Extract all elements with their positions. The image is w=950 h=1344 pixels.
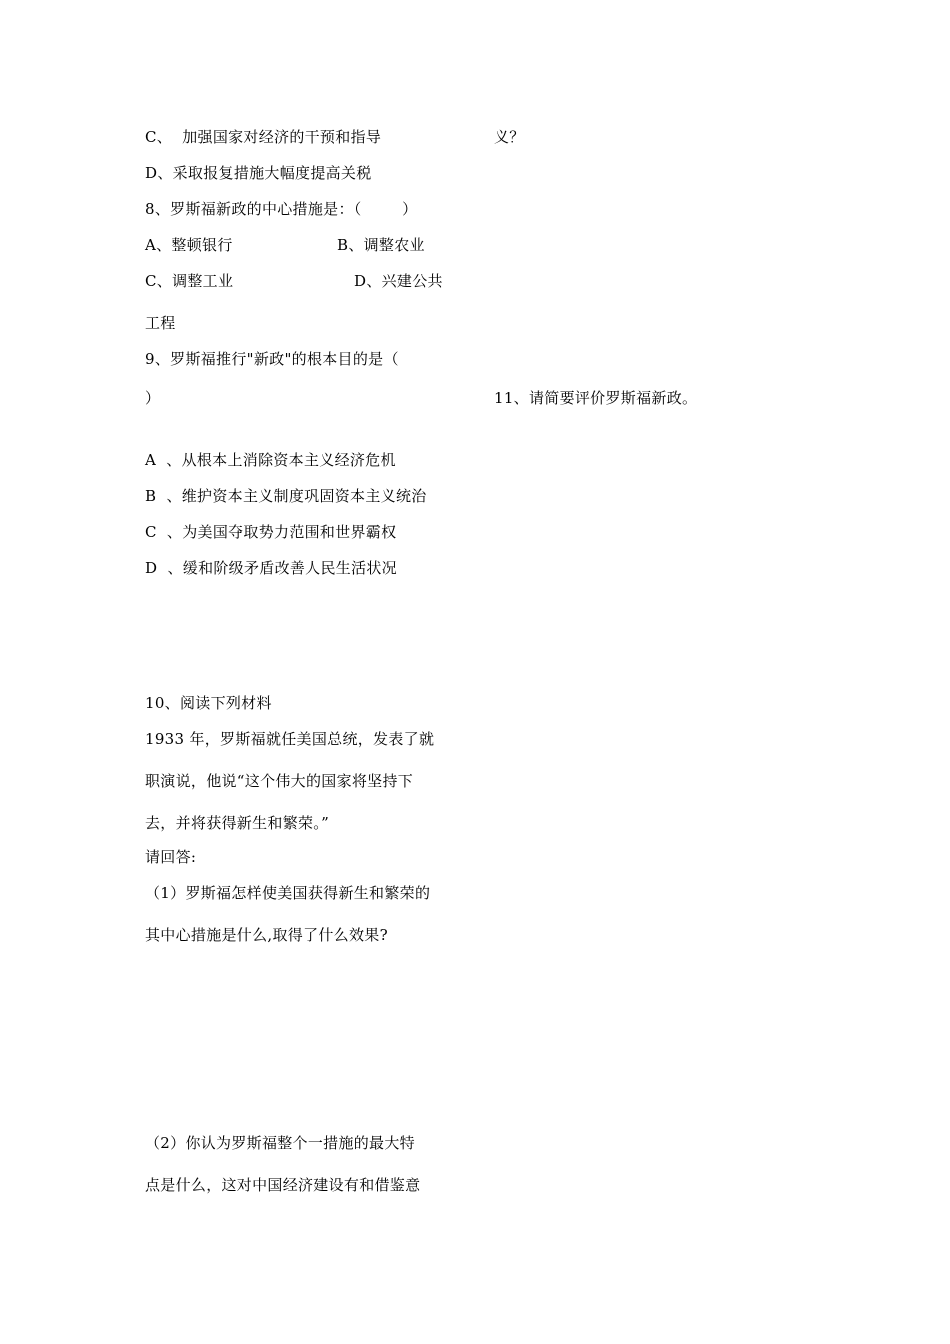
q10-title: 10、阅读下列材料 bbox=[145, 694, 272, 712]
q10-sub1-line-1: （1）罗斯福怎样使美国获得新生和繁荣的 bbox=[145, 884, 431, 902]
q7-option-d: D、采取报复措施大幅度提高关税 bbox=[145, 164, 372, 182]
q8-option-d: D、兴建公共 bbox=[354, 272, 443, 290]
q9-option-b: B 、维护资本主义制度巩固资本主义统治 bbox=[145, 487, 427, 505]
q9-option-a: A 、从根本上消除资本主义经济危机 bbox=[145, 451, 396, 469]
q8-option-b: B、调整农业 bbox=[337, 236, 425, 254]
q9-option-d: D 、缓和阶级矛盾改善人民生活状况 bbox=[145, 559, 397, 577]
q8-option-d-continuation: 工程 bbox=[145, 314, 176, 332]
q10-prompt: 请回答: bbox=[145, 848, 197, 866]
q10-material-line-1: 1933 年，罗斯福就任美国总统，发表了就 bbox=[145, 730, 435, 748]
q10-material-line-2: 职演说，他说“这个伟大的国家将坚持下 bbox=[145, 772, 414, 790]
q7-option-c: C、 加强国家对经济的干预和指导 bbox=[145, 128, 382, 146]
q9-stem-continuation: ） bbox=[145, 389, 161, 407]
q9-option-c: C 、为美国夺取势力范围和世界霸权 bbox=[145, 523, 397, 541]
q11-stem: 11、请简要评价罗斯福新政。 bbox=[494, 389, 698, 407]
q10-sub2-line-2: 点是什么，这对中国经济建设有和借鉴意 bbox=[145, 1176, 421, 1194]
q10-sub2-line-1: （2）你认为罗斯福整个一措施的最大特 bbox=[145, 1134, 415, 1152]
q8-option-a: A、整顿银行 bbox=[145, 236, 233, 254]
q10-sub1-line-2: 其中心措施是什么,取得了什么效果? bbox=[145, 926, 388, 944]
q8-stem: 8、罗斯福新政的中心措施是：（ ） bbox=[145, 200, 418, 218]
q8-option-c: C、调整工业 bbox=[145, 272, 234, 290]
q9-stem: 9、罗斯福推行"新政"的根本目的是（ bbox=[145, 350, 399, 368]
q10-sub2-continuation: 义？ bbox=[494, 128, 525, 146]
q10-material-line-3: 去，并将获得新生和繁荣。” bbox=[145, 814, 330, 832]
